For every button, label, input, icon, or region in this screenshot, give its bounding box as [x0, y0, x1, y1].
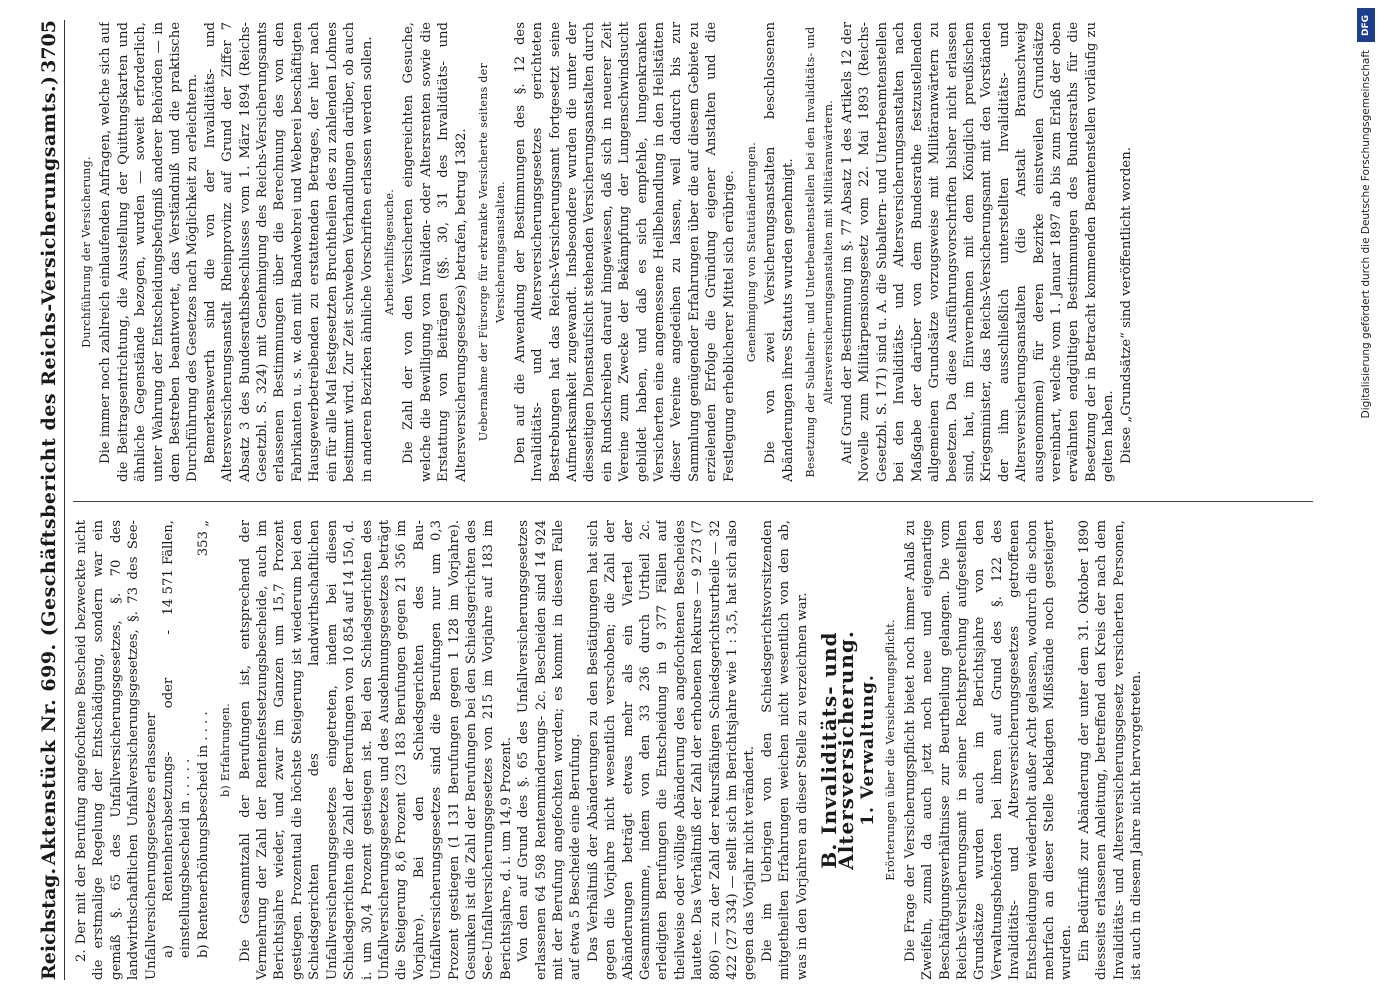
stat-label: a) Rentenherabsetzungs- oder -einstellungsbescheid in . . . . . [161, 630, 194, 958]
stat-row-b [195, 520, 212, 980]
paragraph: Die immer noch zahlreich einlaufenden Anfragen, welche sich auf die Beitragsentrichtung, die Ausstellung der Quittungskarten und ähnliche Gegenstände bezogen, wurden — soweit erforderlich, unter Wahrung der Entscheidungsbefugniß anderer Behörden — in dem Bestreben beantwortet, das Verständniß und die praktische Durchführung des Gesetzes nach Möglichkeit zu erleichtern. [98, 22, 201, 482]
section-subheading: 1. Verwaltung. [857, 674, 878, 826]
stat-value: 353 „ [195, 520, 211, 557]
paragraph: Die von zwei Versicherungsanstalten beschlossenen Abänderungen ihres Statuts wurden genehmigt. [763, 22, 796, 482]
paragraph: Das Verhältniß der Abänderungen zu den Bestätigungen hat sich gegen die Vorjahre nicht wesentlich verschoben; die Zahl der Abänderungen beträgt etwas mehr als ein Viertel der Gesammtsumme, indem von den 33 236 durch Urtheil 2c. erledigten Berufungen die Entscheidung in 9 377 Fällen auf theilweise oder völlige Abänderung des angefochtenen Bescheides lautete. Das Verhältniß der Zahl der erhobenen Rekurse — 9 273 (7 806) — zu der Zahl der rekursfähigen Schiedsgerichtsurtheile — 32 422 (27 334) — stellt sich im Berichtsjahre wie 1 : 3,5, hat sich also gegen das Vorjahr nicht verändert. [585, 520, 758, 980]
paragraph: Die Frage der Versicherungspflicht bietet noch immer Anlaß zu Zweifeln, zumal da auch jetzt noch neue und eigenartige Beschäftigungsverhältnisse zur Beurtheilung gelangen. Die vom Reichs-Versicherungsamt in seiner Rechtsprechung aufgestellten Grundsätze wurden auch im Berichtsjahre von den Verwaltungsbehörden bei ihren auf Grund des §. 122 des Invaliditäts- und Altersversicherungsgesetzes getroffenen Entscheidungen wiederholt außer Acht gelassen, wodurch die schon mehrfach an dieser Stelle beklagten Mißstände noch gesteigert wurden. [902, 520, 1075, 980]
rotated-page-content [25, 20, 1335, 980]
stat-row-a [160, 520, 195, 980]
subheading: b) Erfahrungen. [219, 703, 233, 797]
stat-value: 14 571 Fällen, [161, 520, 177, 616]
header-left: Reichstag. [38, 867, 60, 980]
digitization-note: Digitalisierung gefördert durch die Deutsche Forschungsgemeinschaft [1360, 50, 1372, 419]
paragraph: Von den auf Grund des §. 65 des Unfallversicherungsgesetzes erlassenen 64 598 Rentenminderungs- 2c. Bescheiden sind 14 924 mit der Berufung angefochten worden; es kommt in diesem Falle auf etwa 5 Bescheide eine Berufung. [516, 520, 584, 980]
digitization-sidebar [1355, 8, 1377, 918]
paragraph: Ein Bedürfniß zur Abänderung der unter dem 31. Oktober 1890 diesseits erlassenen Anleitung, betreffend den Kreis der nach dem Invaliditäts- und Altersversicherungsgesetz versicherten Personen, ist auch in diesem Jahre nicht hervorgetreten. [1076, 520, 1144, 980]
left-column [73, 520, 1323, 980]
paragraph: Die Zahl der von den Versicherten eingereichten Gesuche, welche die Bewilligung von Invaliden- oder Altersrenten sowie die Erstattung von Beiträgen (§§. 30, 31 des Invaliditäts- und Altersversicherungsgesetzes) betrafen, betrug 1382. [401, 22, 469, 482]
subheading: Besetzung der Subaltern- und Unterbeamtenstellen bei den Invaliditäts- und Altersversicherungsanstalten mit Militäranwärtern. [804, 26, 835, 478]
subheading: Genehmigung von Statutänderungen. [745, 141, 759, 363]
section-heading: B. Invaliditäts- und Altersversicherung. [817, 630, 859, 870]
dfg-logo: DFG [1357, 8, 1375, 42]
column-divider [73, 501, 1313, 502]
subheading: Uebernahme der Fürsorge für erkrankte Versicherte seitens der Versicherungsanstalten. [476, 62, 508, 442]
page-number: 3705 [38, 20, 60, 73]
paragraph: Die Gesammtzahl der Berufungen ist, entsprechend der Vermehrung der Zahl der Rentenfestsetzungsbescheide, auch im Berichtsjahre wieder, und zwar im Ganzen um 15,7 Prozent gestiegen. Prozentual die höchste Steigerung ist wiederum bei den Schiedsgerichten des landwirthschaftlichen Unfallversicherungsgesetzes eingetreten, indem bei diesen Schiedsgerichten die Zahl der Berufungen von 10 854 auf 14 150, d. i. um 30,4 Prozent gestiegen ist. Bei den Schiedsgerichten des Unfallversicherungsgesetzes und des Ausdehnungsgesetzes beträgt die Steigerung 8,6 Prozent (23 183 Berufungen gegen 21 356 im Vorjahre). Bei den Schiedsgerichten des Bau-Unfallversicherungsgesetzes sind die Berufungen nur um 0,3 Prozent gestiegen (1 131 Berufungen gegen 1 128 im Vorjahre). Gesunken ist die Zahl der Berufungen bei den Schiedsgerichten des See-Unfallversicherungsgesetzes von 215 im Vorjahre auf 183 im Berichtsjahre, d. i. um 14,9 Prozent. [237, 520, 514, 980]
right-column [73, 22, 1323, 482]
paragraph: Den auf die Anwendung der Bestimmungen des §. 12 des Invaliditäts- und Altersversicherungsgesetzes gerichteten Bestrebungen hat das Reichs-Versicherungsamt fortgesetzt seine Aufmerksamkeit zugewandt. Insbesondere wurden die unter der diesseitigen Dienstaufsicht stehenden Versicherungsanstalten durch ein Rundschreiben darauf hingewiesen, daß sich in neuerer Zeit Vereine zum Zwecke der Bekämpfung der Lungenschwindsucht gebildet haben, und daß es sich empfehle, lungenkranken Versicherten eine angemessene Heilbehandlung in den Heilstätten dieser Vereine angedeihen zu lassen, weil dadurch bis zur Sammlung genügender Erfahrungen über die auf diesem Gebiete zu erzielenden Erfolge die Gründung eigener Anstalten und die Festlegung erheblicherer Mittel sich erübrige. [512, 22, 737, 482]
paragraph: Diese „Grundsätze“ sind veröffentlicht worden. [1118, 147, 1134, 464]
stat-label: b) Rentenerhöhungsbescheid in . . . . [195, 711, 211, 958]
subheading: Erörterungen über die Versicherungspflicht. [884, 619, 898, 881]
subheading: Arbeiterhilfsgesuche. [382, 188, 396, 316]
page-header [25, 20, 65, 980]
subheading: Durchführung der Versicherung. [80, 156, 93, 348]
paragraph: Die im Uebrigen von den Schiedsgerichtsvorsitzenden mitgetheilten Erfahrungen weichen nicht wesentlich von den ab, was in den Vorjahren an dieser Stelle zu verzeichnen war. [759, 520, 810, 980]
header-title: Aktenstück Nr. 699. (Geschäftsbericht des Reichs-Versicherungsamts.) [38, 75, 60, 866]
paragraph: Auf Grund der Bestimmung im §. 77 Absatz 1 des Artikels 12 der Novelle zum Militärpensionsgesetz vom 22. Mai 1893 (Reichs-Gesetzbl. S. 171) sind u. A. die Subaltern- und Unterbeamtenstellen bei den Invaliditäts- und Altersversicherungsanstalten nach Maßgabe der darüber von dem Bundesrathe festzustellenden allgemeinen Grundsätze vorzugsweise mit Militäranwärtern zu besetzen. Da diese Ausführungsvorschriften bisher nicht erlassen sind, hat, im Einvernehmen mit dem Königlich preußischen Kriegsminister, das Reichs-Versicherungsamt mit den Vorständen der ihm ausschließlich unterstellten Invaliditäts- und Altersversicherungsanstalten (die Anstalt Braunschweig ausgenommen) für deren Bezirke einstweilen Grundsätze vereinbart, welche vom 1. Januar 1897 ab bis zum Erlaß der oben erwähnten endgültigen Bestimmungen des Bundesraths für die Besetzung der in Betracht kommenden Beamtenstellen vorläufig zu gelten haben. [840, 22, 1117, 482]
paragraph: Bemerkenswerth sind die von der Invaliditäts- und Altersversicherungsanstalt Rheinprovinz auf Grund der Ziffer 7 Absatz 3 des Bundesrathsbeschlusses vom 1. März 1894 (Reichs-Gesetzbl. S. 324) mit Genehmigung des Reichs-Versicherungsamts erlassenen Bestimmungen über die Berechnung des von den Fabrikanten u. s. w. den mit Bandwebrei und Weberei beschäftigten Hausgewerbetreibenden zu erstattenden Betrages, der hier nach ein für alle Mal festgesetzten Bruchtheilen des zu zahlenden Lohnes bestimmt wird. Zur Zeit schweben Verhandlungen darüber, ob auch in anderen Bezirken ähnliche Vorschriften erlassen werden sollen. [202, 22, 375, 482]
paragraph: 2. Der mit der Berufung angefochtene Bescheid bezweckte nicht die erstmalige Regelung der Entschädigung, sondern war ein gemäß §. 65 des Unfallversicherungsgesetzes, §. 70 des landwirthschaftlichen Unfallversicherungsgesetzes, §. 73 des See-Unfallversicherungsgesetzes erlassener [74, 520, 159, 980]
